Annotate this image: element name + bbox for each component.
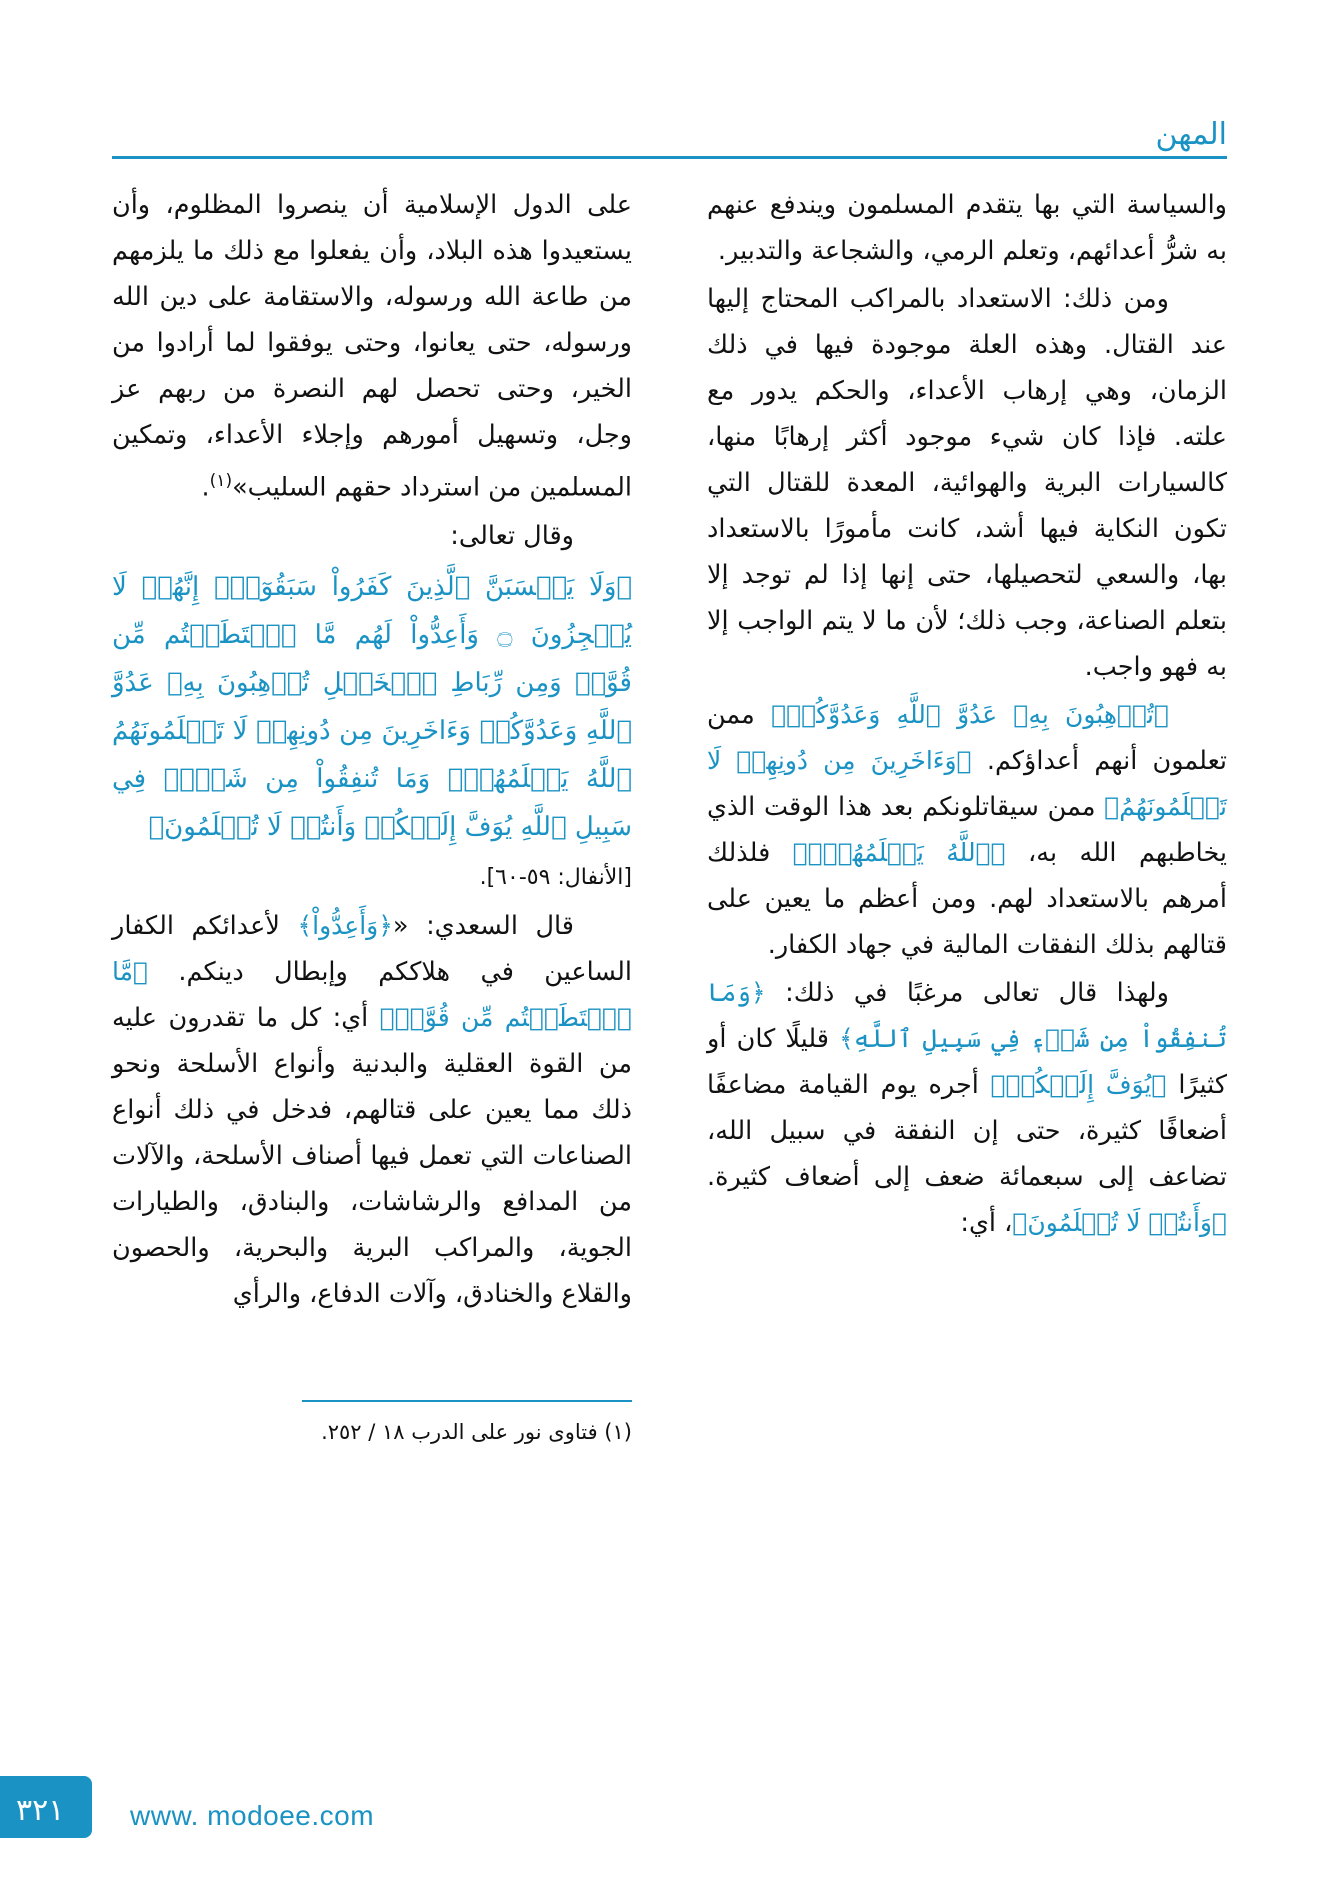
quran-quote: ﴿وَءَاخَرِينَ مِن دُونِهِمۡ لَا تَعۡلَمُونَهُمُ﴾ xyxy=(707,746,1227,821)
paragraph-text: . xyxy=(201,472,210,503)
paragraph-text: ومن ذلك: الاستعداد بالمراكب المحتاج إليها عند القتال. وهذه العلة موجودة فيها في ذلك الزمان، وهي إرهاب الأعداء، والحكم يدور مع علته. فإذا كان شيء موجود أكثر إرهابًا منها، كالسيارات البرية والهوائية، المعدة للقتال التي تكون النكاية فيها أشد، كانت مأمورًا بالاستعداد بها، والسعي لتحصيلها، حتى إنها إذا لم توجد إلا بتعلم الصناعة، وجب ذلك؛ لأن ما لا يتم الواجب إلا به فهو واجب. xyxy=(707,284,1227,682)
paragraph-text: أي: كل ما تقدرون عليه من القوة العقلية والبدنية وأنواع الأسلحة ونحو ذلك مما يعين على قتالهم، فدخل في ذلك أنواع الصناعات التي تعمل فيها أصناف الأسلحة، والآلات من المدافع والرشاشات، والبنادق، والطيارات الجوية، والمراكب البرية والبحرية، والحصون والقلاع والخنادق، وآلات الدفاع، والرأي xyxy=(112,1002,632,1309)
paragraph-text: وقال تعالى: xyxy=(450,520,574,551)
quran-ayah-block: ﴿وَلَا يَحۡسَبَنَّ ٱلَّذِينَ كَفَرُواْ سَبَقُوٓاْۚ إِنَّهُمۡ لَا يُعۡجِزُونَ ۝ وَأَعِدُّواْ لَهُم مَّا ٱسۡتَطَعۡتُم مِّن قُوَّةٖ وَمِن رِّبَاطِ ٱلۡخَيۡلِ تُرۡهِبُونَ بِهِۦ عَدُوَّ ٱللَّهِ وَعَدُوَّكُمۡ وَءَاخَرِينَ مِن دُونِهِمۡ لَا تَعۡلَمُونَهُمُ ٱللَّهُ يَعۡلَمُهُمۡۚ وَمَا تُنفِقُواْ مِن شَيۡءٖ فِي سَبِيلِ ٱللَّهِ يُوَفَّ إِلَيۡكُمۡ وَأَنتُمۡ لَا تُظۡلَمُونَ﴾ xyxy=(112,571,633,842)
quran-quote: ﴿يُوَفَّ إِلَيۡكُمۡ﴾ xyxy=(990,1070,1167,1099)
header-title: المهن xyxy=(1155,117,1227,152)
ayah-reference xyxy=(112,853,632,901)
page-header xyxy=(112,118,1227,164)
paragraph xyxy=(112,182,632,511)
footnote-text: (١) فتاوى نور على الدرب ١٨ / ٢٥٢. xyxy=(321,1420,632,1444)
paragraph xyxy=(707,182,1227,274)
paragraph-with-quran xyxy=(707,970,1227,1246)
paragraph-text: أجره يوم القيامة مضاعفًا أضعافًا كثيرة، حتى إن النفقة في سبيل الله، تضاعف إلى سبعمائة ضعف إلى أضعاف كثيرة. xyxy=(707,1070,1227,1192)
paragraph-text: ممن سيقاتلونكم بعد هذا الوقت الذي يخاطبهم الله به، xyxy=(707,792,1227,868)
paragraph-with-quran xyxy=(112,903,632,1317)
ayah-intro xyxy=(112,513,632,559)
quran-quote: ﴿تُرۡهِبُونَ بِهِۦ عَدُوَّ ٱللَّهِ وَعَدُوَّكُمۡ﴾ xyxy=(771,700,1170,729)
paragraph-text: ولهذا قال تعالى مرغبًا في ذلك: xyxy=(765,978,1169,1008)
paragraph-text: ممن تعلمون أنهم أعداؤكم. xyxy=(707,700,1227,776)
paragraph-text: فلذلك أمرهم بالاستعداد لهم. ومن أعظم ما يعين على قتالهم بذلك النفقات المالية في جهاد الكفار. xyxy=(707,838,1227,960)
paragraph-text: على الدول الإسلامية أن ينصروا المظلوم، وأن يستعيدوا هذه البلاد، وأن يفعلوا مع ذلك ما يلزمهم من طاعة الله ورسوله، والاستقامة على دين الله ورسوله، حتى يعانوا، وحتى يوفقوا لما أرادوا من الخير، وحتى تحصل لهم النصرة من ربهم عز وجل، وتسهيل أمورهم وإجلاء الأعداء، وتمكين المسلمين من استرداد حقهم السليب» xyxy=(112,190,632,503)
quran-quote: ﴿وَأَعِدُّواْ﴾ xyxy=(297,910,393,940)
quran-quote: ﴿مَّا ٱسۡتَطَعۡتُم مِّن قُوَّةٖ﴾ xyxy=(112,956,633,1032)
paragraph-text: ، أي: xyxy=(960,1208,1013,1238)
paragraph-text: قال السعدي: « xyxy=(392,910,574,941)
paragraph-text: والسياسة التي بها يتقدم المسلمون ويندفع عنهم به شرُّ أعدائهم، وتعلم الرمي، والشجاعة والتدبير. xyxy=(707,190,1227,266)
quran-quote: ﴿ٱللَّهُ يَعۡلَمُهُمۡۚ﴾ xyxy=(792,838,1006,867)
body-columns xyxy=(112,182,1227,1372)
paragraph-text: لأعدائكم الكفار الساعين في هلاككم وإبطال دينكم. xyxy=(112,910,632,987)
column-right xyxy=(707,182,1227,1248)
footnote-area xyxy=(112,1400,632,1448)
footnote-marker: (١) xyxy=(209,471,233,491)
header-divider xyxy=(112,156,1227,159)
column-left xyxy=(112,182,632,1319)
site-url[interactable]: www. modoee.com xyxy=(130,1800,375,1831)
paragraph-text: قليلًا كان أو كثيرًا xyxy=(707,1024,1227,1100)
footnote-divider xyxy=(302,1400,632,1402)
paragraph xyxy=(707,276,1227,690)
paragraph-with-quran xyxy=(707,692,1227,968)
ayah-reference-text: [الأنفال: ٥٩-٦٠]. xyxy=(479,864,632,890)
quran-quote: ﴿وَأَنتُمۡ لَا تُظۡلَمُونَ﴾ xyxy=(1012,1208,1227,1237)
page-number: ٣٢١ xyxy=(16,1793,65,1828)
page-footer xyxy=(0,1740,1339,1890)
quran-quote: ﴿وَمَا تُنفِقُواْ مِن شَيۡءٖ فِي سَبِيلِ ٱللَّهِ﴾ xyxy=(707,978,1227,1053)
